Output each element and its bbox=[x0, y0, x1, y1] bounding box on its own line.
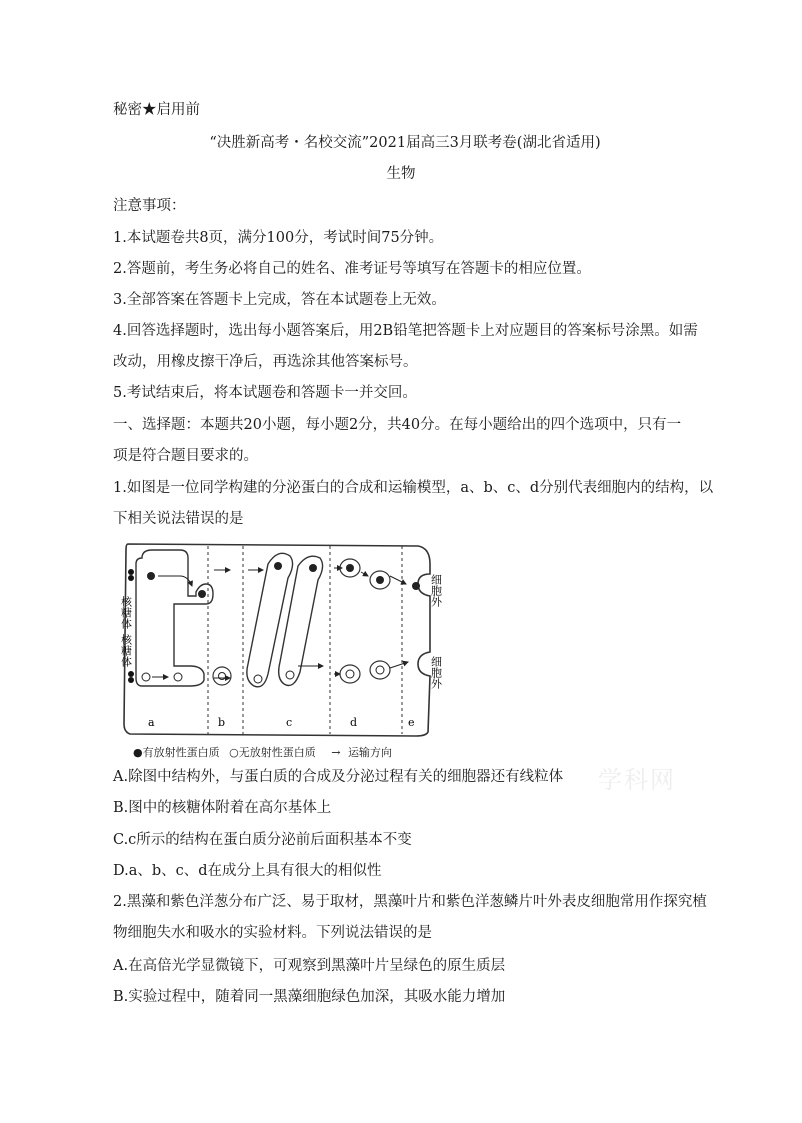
region-label-b: b bbox=[218, 716, 226, 729]
q2-option-b: B.实验过程中，随着同一黑藻细胞绿色加深，其吸水能力增加 bbox=[113, 989, 506, 1005]
radioactive-protein bbox=[147, 572, 155, 580]
region-label-a: a bbox=[148, 716, 155, 729]
subject-title: 生物 bbox=[386, 166, 416, 182]
outside-label-bottom: 细胞外 bbox=[429, 656, 443, 689]
radioactive-protein bbox=[198, 590, 206, 598]
ribosome-dot bbox=[128, 569, 134, 575]
vesicle bbox=[213, 667, 231, 685]
note-item: 4.回答选择题时，选出每小题答案后，用2B铅笔把答题卡上对应题目的答案标号涂黑。如需 bbox=[113, 323, 698, 339]
note-item: 2.答题前，考生务必将自己的姓名、准考证号等填写在答题卡的相应位置。 bbox=[113, 261, 591, 277]
secret-label: 秘密★启用前 bbox=[113, 102, 200, 118]
section-heading: 一、选择题：本题共20小题，每小题2分，共40分。在每小题给出的四个选项中，只有一 bbox=[113, 417, 682, 433]
non-radioactive-protein bbox=[254, 675, 262, 683]
radioactive-protein bbox=[346, 564, 354, 572]
ribosome-dot bbox=[128, 575, 134, 581]
ribosome-label-top: 核糖体 bbox=[119, 596, 133, 629]
note-item: 1.本试题卷共8页，满分100分，考试时间75分钟。 bbox=[113, 230, 444, 246]
exam-title: “决胜新高考・名校交流”2021届高三3月联考卷(湖北省适用) bbox=[209, 135, 601, 151]
radioactive-protein bbox=[412, 582, 420, 590]
non-radioactive-protein bbox=[286, 671, 294, 679]
q1-option-a: A.除图中结构外，与蛋白质的合成及分泌过程有关的细胞器还有线粒体 bbox=[113, 769, 564, 785]
vesicle bbox=[340, 665, 360, 683]
endoplasmic-reticulum bbox=[136, 550, 213, 686]
radioactive-protein bbox=[309, 564, 317, 572]
legend-direction: 运输方向 bbox=[347, 746, 392, 759]
legend-arrow-icon: → bbox=[331, 746, 341, 759]
q1-option-d: D.a、b、c、d在成分上具有很大的相似性 bbox=[113, 863, 382, 879]
transport-arrow bbox=[158, 576, 192, 586]
watermark: 学科网 bbox=[598, 766, 676, 794]
golgi-cisterna bbox=[247, 553, 293, 686]
question-1-stem: 1.如图是一位同学构建的分泌蛋白的合成和运输模型，a、b、c、d分别代表细胞内的结构，以 bbox=[113, 480, 714, 496]
q1-option-c: C.c所示的结构在蛋白质分泌前后面积基本不变 bbox=[113, 832, 412, 848]
legend-non-radioactive: ○无放射性蛋白质 bbox=[229, 746, 316, 759]
radioactive-protein bbox=[274, 562, 282, 570]
vesicle bbox=[370, 661, 390, 679]
note-item: 5.考试结束后，将本试题卷和答题卡一并交回。 bbox=[113, 385, 417, 401]
non-radioactive-protein bbox=[142, 673, 150, 681]
diagram-legend bbox=[133, 744, 392, 760]
legend-radioactive: ●有放射性蛋白质 bbox=[133, 746, 220, 759]
notes-heading: 注意事项： bbox=[113, 198, 186, 214]
non-radioactive-protein bbox=[174, 673, 182, 681]
transport-arrow bbox=[390, 576, 406, 584]
note-item: 3.全部答案在答题卡上完成，答在本试题卷上无效。 bbox=[113, 292, 446, 308]
question-1-stem-cont: 下相关说法错误的是 bbox=[113, 511, 244, 527]
outside-label-top: 细胞外 bbox=[429, 574, 443, 607]
cell-membrane bbox=[124, 544, 430, 736]
q2-option-a: A.在高倍光学显微镜下，可观察到黑藻叶片呈绿色的原生质层 bbox=[113, 958, 506, 974]
ribosome-dot bbox=[128, 671, 134, 677]
transport-arrow bbox=[361, 572, 368, 576]
ribosome-dot bbox=[128, 677, 134, 683]
question-2-stem-cont: 物细胞失水和吸水的实验材料。下列说法错误的是 bbox=[113, 925, 432, 941]
q1-option-b: B.图中的核糖体附着在高尔基体上 bbox=[113, 800, 332, 816]
non-radioactive-protein bbox=[346, 670, 354, 678]
question-2-stem: 2.黑藻和紫色洋葱分布广泛、易于取材，黑藻叶片和紫色洋葱鳞片叶外表皮细胞常用作探究植 bbox=[113, 894, 707, 910]
radioactive-protein bbox=[376, 576, 384, 584]
region-label-c: c bbox=[286, 716, 293, 729]
note-item: 改动，用橡皮擦干净后，再选涂其他答案标号。 bbox=[113, 354, 418, 370]
secretory-protein-diagram bbox=[118, 534, 443, 766]
ribosome-label-bottom: 核糖体 bbox=[119, 634, 133, 667]
section-heading-cont: 项是符合题目要求的。 bbox=[113, 448, 258, 464]
non-radioactive-protein bbox=[376, 666, 384, 674]
region-label-e: e bbox=[408, 716, 415, 729]
transport-arrow bbox=[390, 662, 408, 668]
region-label-d: d bbox=[350, 716, 358, 729]
